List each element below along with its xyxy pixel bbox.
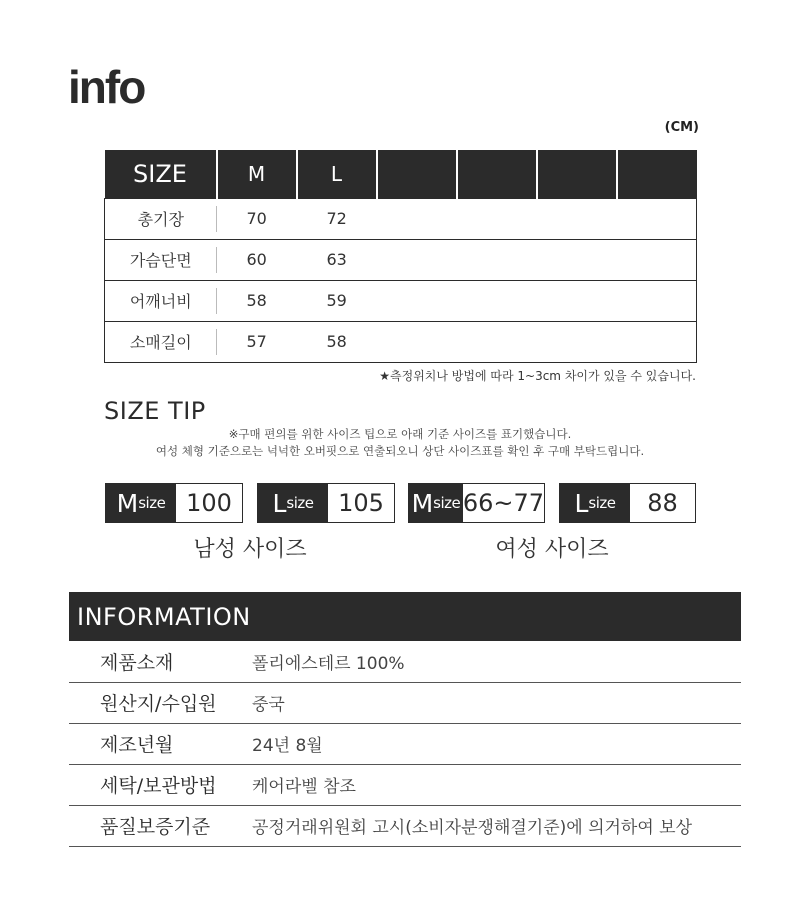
size-box-value: 88: [647, 489, 678, 517]
info-value: 24년 8월: [252, 723, 741, 764]
size-header-empty: [377, 150, 457, 198]
table-row: [105, 198, 697, 239]
table-cell: 72: [297, 198, 377, 239]
table-cell: 58: [297, 321, 377, 362]
table-cell: [617, 321, 697, 362]
size-header-empty: [617, 150, 697, 198]
table-cell: 59: [297, 280, 377, 321]
info-key: 품질보증기준: [69, 805, 252, 846]
size-letter: M: [411, 488, 434, 518]
size-table: [104, 150, 697, 363]
info-key: 제조년월: [69, 723, 252, 764]
size-box-label: [560, 484, 630, 522]
table-cell: 63: [297, 239, 377, 280]
information-table: [69, 641, 741, 847]
table-cell: [457, 198, 537, 239]
size-header-empty: [457, 150, 537, 198]
table-row: [105, 321, 697, 362]
info-key: 제품소재: [69, 641, 252, 682]
table-row: [69, 682, 741, 723]
size-word: size: [588, 494, 616, 512]
size-box-value: 105: [338, 489, 384, 517]
size-header-m: M: [217, 150, 297, 198]
table-cell: 57: [217, 321, 297, 362]
size-word: size: [433, 494, 461, 512]
women-size-label: 여성 사이즈: [495, 537, 609, 562]
table-cell: [537, 239, 617, 280]
size-tip-title: SIZE TIP: [104, 397, 206, 425]
unit-label: (CM): [664, 120, 699, 135]
table-row: [69, 805, 741, 846]
table-cell: [617, 198, 697, 239]
size-box-value: 66~77: [462, 489, 544, 517]
men-size-label: 남성 사이즈: [193, 537, 307, 562]
size-box-label: [409, 484, 463, 522]
row-label: 어깨너비: [105, 280, 217, 321]
info-key: 세탁/보관방법: [69, 764, 252, 805]
size-letter: M: [116, 488, 139, 518]
table-cell: [617, 239, 697, 280]
size-box-value: 100: [186, 489, 232, 517]
table-row: [105, 239, 697, 280]
size-box-label: [258, 484, 328, 522]
table-cell: 60: [217, 239, 297, 280]
table-cell: [377, 239, 457, 280]
men-m-size-box: [105, 483, 243, 523]
table-row: [69, 764, 741, 805]
table-row: [69, 641, 741, 682]
row-label: 총기장: [105, 198, 217, 239]
information-header: INFORMATION: [69, 592, 741, 641]
size-word: size: [286, 494, 314, 512]
size-table-header: [105, 150, 697, 198]
size-word: size: [138, 494, 166, 512]
size-tip-line-1: ※구매 편의를 위한 사이즈 팁으로 아래 기준 사이즈를 표기했습니다.: [228, 427, 572, 441]
size-tip-line-2: 여성 체형 기준으로는 넉넉한 오버핏으로 연출되오니 상단 사이즈표를 확인 후 구매 부탁드립니다.: [155, 444, 645, 458]
info-value: 케어라벨 참조: [252, 764, 741, 805]
table-cell: 70: [217, 198, 297, 239]
info-value: 폴리에스테르 100%: [252, 641, 741, 682]
women-l-size-box: [559, 483, 696, 523]
table-cell: [537, 321, 617, 362]
row-label: 소매길이: [105, 321, 217, 362]
info-value: 중국: [252, 682, 741, 723]
table-cell: [457, 239, 537, 280]
size-header-l: L: [297, 150, 377, 198]
page-title: info: [68, 61, 145, 113]
table-cell: [457, 280, 537, 321]
size-letter: L: [574, 488, 589, 518]
size-box-label: [106, 484, 176, 522]
row-label: 가슴단면: [105, 239, 217, 280]
table-cell: [537, 280, 617, 321]
table-cell: [537, 198, 617, 239]
measurement-note: ★측정위치나 방법에 따라 1~3cm 차이가 있을 수 있습니다.: [379, 369, 696, 383]
men-l-size-box: [257, 483, 395, 523]
table-cell: [617, 280, 697, 321]
size-header-empty: [537, 150, 617, 198]
size-letter: L: [272, 488, 287, 518]
table-cell: [377, 280, 457, 321]
table-row: [105, 280, 697, 321]
women-m-size-box: [408, 483, 545, 523]
table-row: [69, 723, 741, 764]
info-key: 원산지/수입원: [69, 682, 252, 723]
info-value: 공정거래위원회 고시(소비자분쟁해결기준)에 의거하여 보상: [252, 805, 741, 846]
table-cell: [377, 321, 457, 362]
table-cell: [377, 198, 457, 239]
size-header-label: SIZE: [105, 150, 217, 198]
table-cell: 58: [217, 280, 297, 321]
table-cell: [457, 321, 537, 362]
